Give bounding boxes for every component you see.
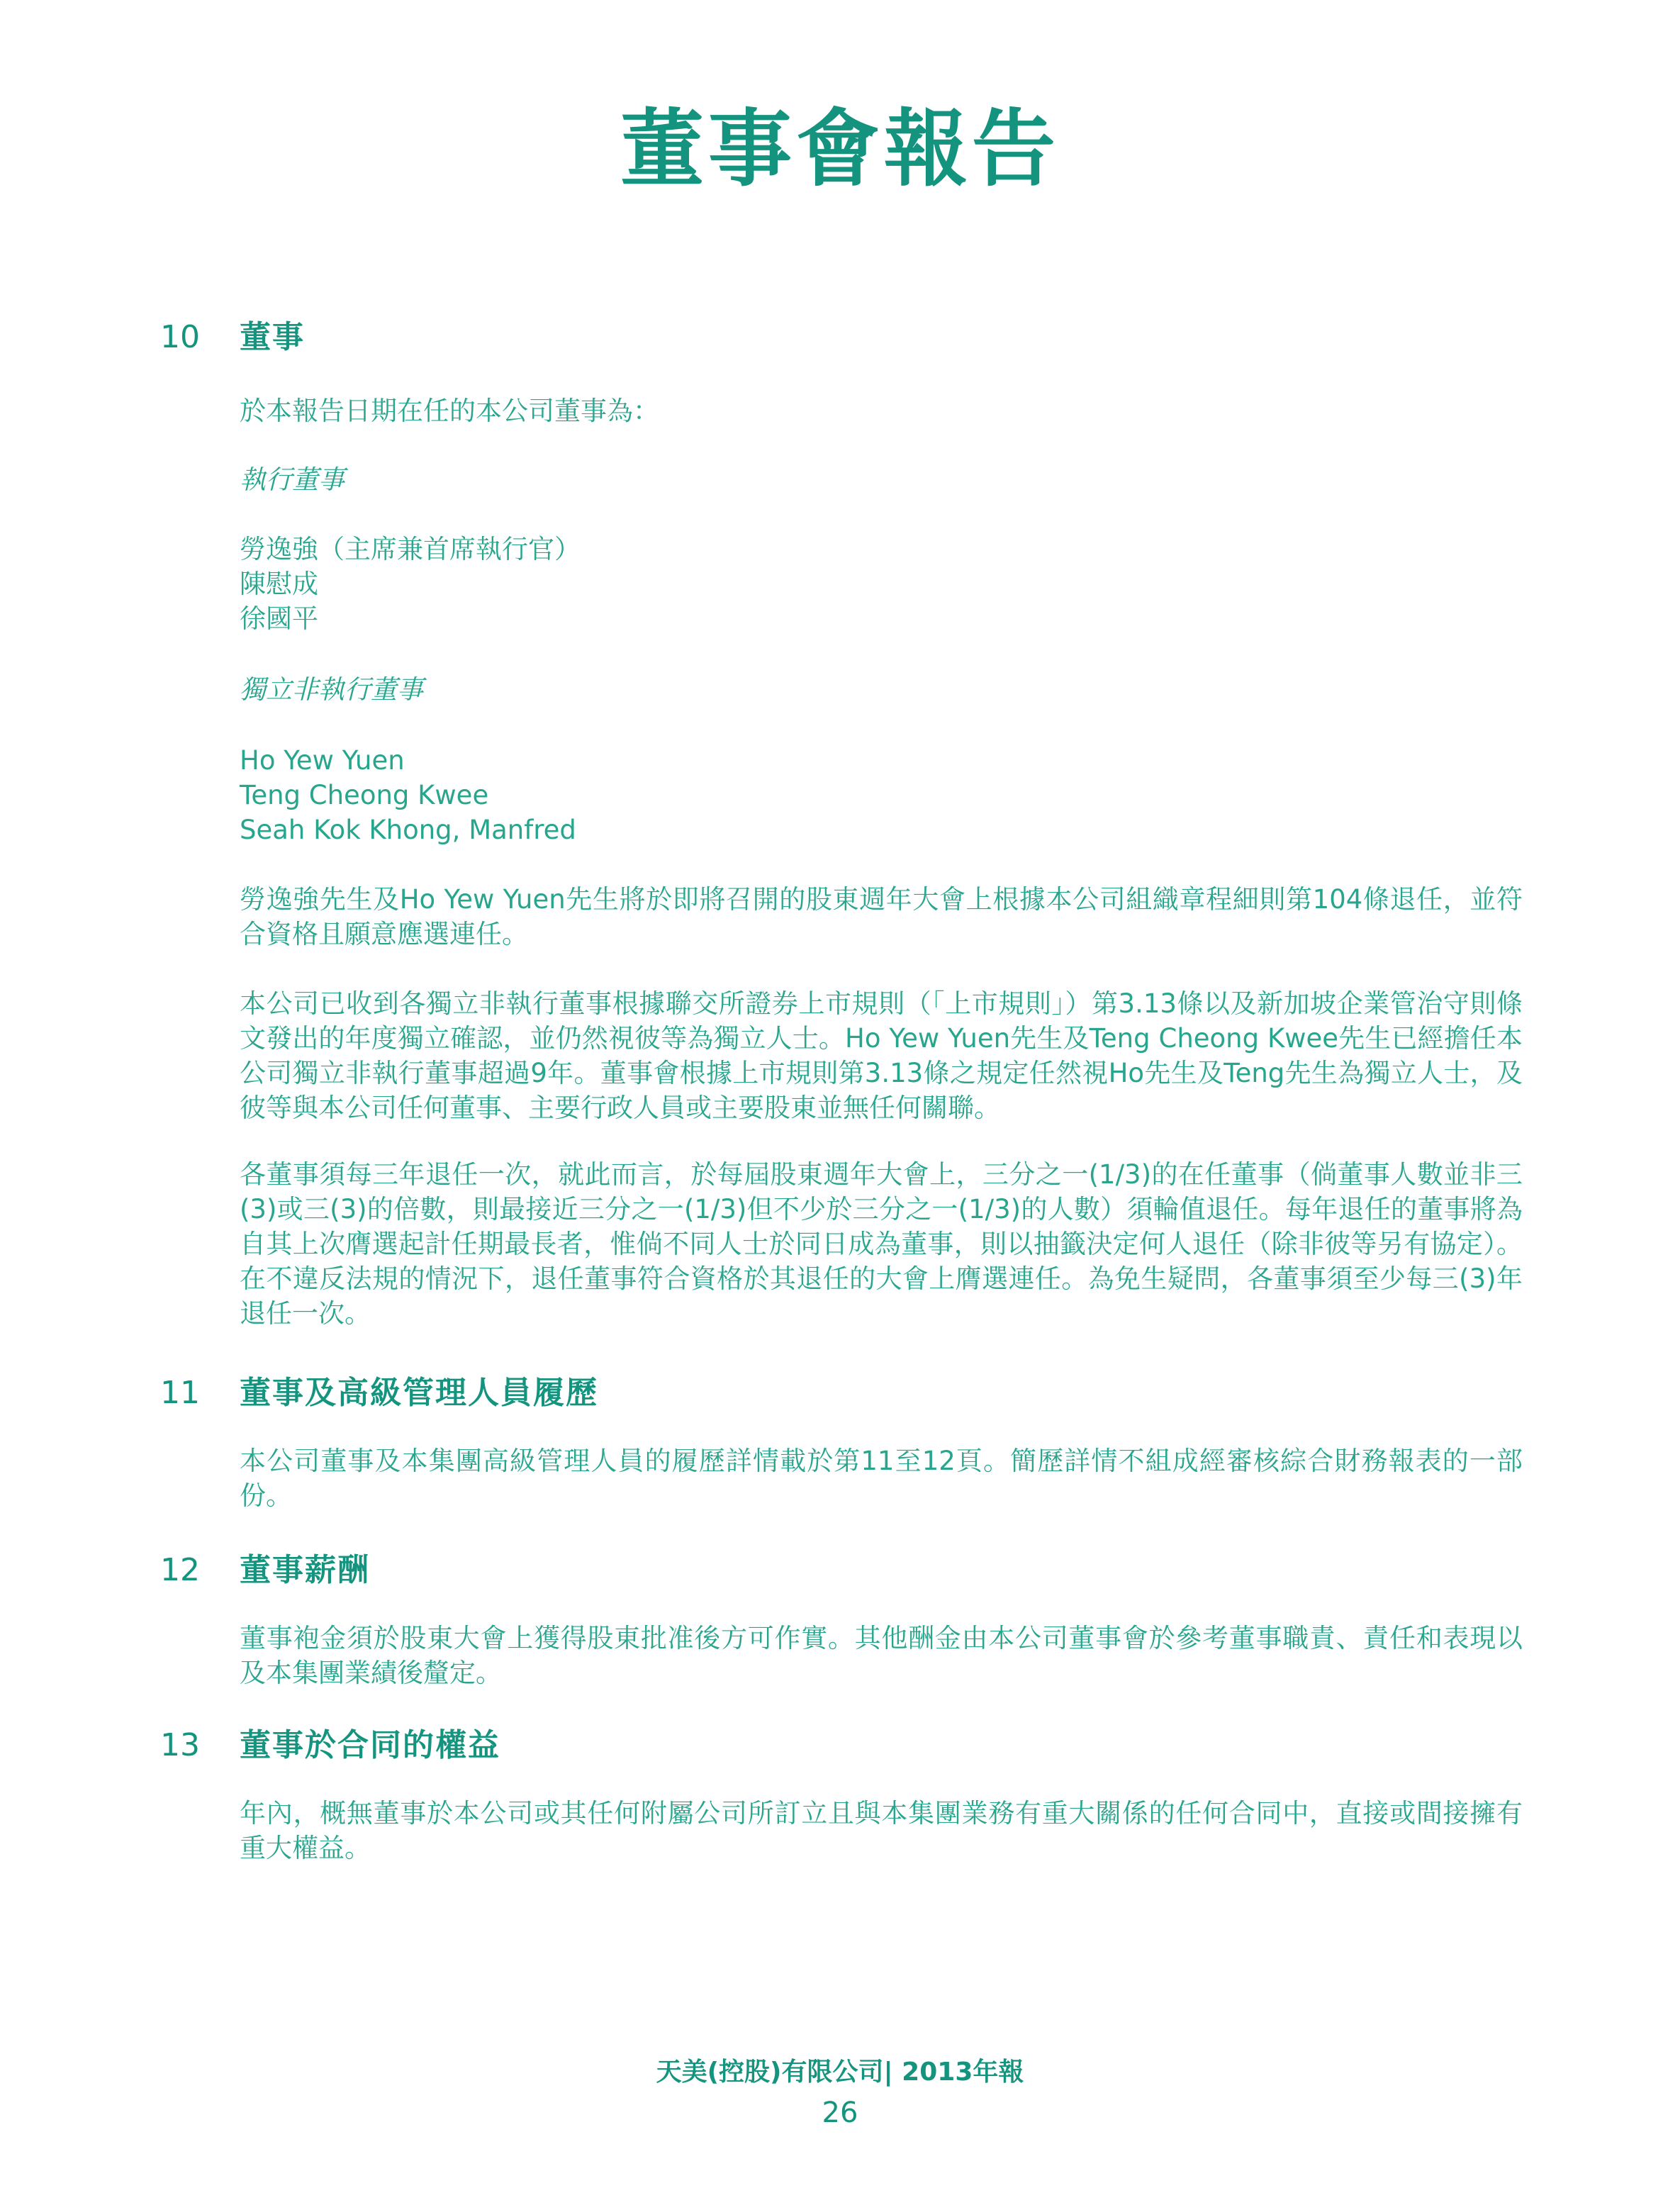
section-11-number: 11 bbox=[160, 1375, 200, 1411]
executive-director-2: 陳慰成 bbox=[240, 569, 318, 599]
rotation-paragraph: 各董事須每三年退任一次，就此而言，於每屆股東週年大會上，三分之一(1/3)的在任董事（倘董事人數並非三(3)或三(3)的倍數，則最接近三分之一(1/3)但不少於三分之一(1/3)的人數）須輪值退任。每年退任的董事將為自其上次膺選起計任期最長者，惟倘不同人士於同日成為董事，則以抽籤決定何人退任（除非彼等另有協定）。在不違反法規的情況下，退任董事符合資格於其退任的大會上膺選連任。為免生疑問，各董事須至少每三(3)年退任一次。 bbox=[240, 1159, 1523, 1329]
section-10-title: 董事 bbox=[240, 319, 305, 355]
section-13-heading bbox=[160, 1724, 500, 1767]
section-10-heading bbox=[160, 316, 305, 359]
section-13-text: 年內，概無董事於本公司或其任何附屬公司所訂立且與本集團業務有重大關係的任何合同中，直接或間接擁有重大權益。 bbox=[240, 1798, 1523, 1863]
section-10-number: 10 bbox=[160, 319, 200, 355]
section-12-heading bbox=[160, 1549, 370, 1592]
section-12-title: 董事薪酬 bbox=[240, 1552, 370, 1588]
page-title: 董事會報告 bbox=[620, 100, 1060, 198]
directors-intro: 於本報告日期在任的本公司董事為： bbox=[240, 396, 659, 426]
section-11-title: 董事及高級管理人員履歷 bbox=[240, 1375, 598, 1411]
page-number: 26 bbox=[822, 2097, 858, 2129]
section-12-number: 12 bbox=[160, 1552, 200, 1588]
section-13-title: 董事於合同的權益 bbox=[240, 1727, 500, 1763]
footer-company: 天美(控股)有限公司| 2013年報 bbox=[656, 2058, 1024, 2087]
retirement-paragraph: 勞逸強先生及Ho Yew Yuen先生將於即將召開的股東週年大會上根據本公司組織章程細則第104條退任，並符合資格且願意應選連任。 bbox=[240, 884, 1523, 949]
section-11-text: 本公司董事及本集團高級管理人員的履歷詳情載於第11至12頁。簡歷詳情不組成經審核綜合財務報表的一部份。 bbox=[240, 1446, 1523, 1511]
independent-directors-heading: 獨立非執行董事 bbox=[240, 674, 423, 705]
section-12-text: 董事袍金須於股東大會上獲得股東批准後方可作實。其他酬金由本公司董事會於參考董事職責、責任和表現以及本集團業績後釐定。 bbox=[240, 1623, 1523, 1688]
executive-director-1: 勞逸強（主席兼首席執行官） bbox=[240, 534, 581, 564]
executive-director-3: 徐國平 bbox=[240, 603, 318, 634]
independence-paragraph: 本公司已收到各獨立非執行董事根據聯交所證券上市規則（「上市規則」）第3.13條以及新加坡企業管治守則條文發出的年度獨立確認，並仍然視彼等為獨立人士。Ho Yew Yuen先生及Teng Cheong Kwee先生已經擔任本公司獨立非執行董事超過9年。董事會根據上市規則第3.13條之規定任然視Ho先生及Teng先生為獨立人士，及彼等與本公司任何董事、主要行政人員或主要股東並無任何關聯。 bbox=[240, 988, 1523, 1123]
independent-director-3: Seah Kok Khong, Manfred bbox=[240, 815, 576, 845]
section-13-number: 13 bbox=[160, 1727, 200, 1763]
independent-director-2: Teng Cheong Kwee bbox=[240, 780, 489, 810]
executive-directors-heading: 執行董事 bbox=[240, 464, 345, 495]
section-11-heading bbox=[160, 1372, 598, 1414]
independent-director-1: Ho Yew Yuen bbox=[240, 745, 405, 776]
